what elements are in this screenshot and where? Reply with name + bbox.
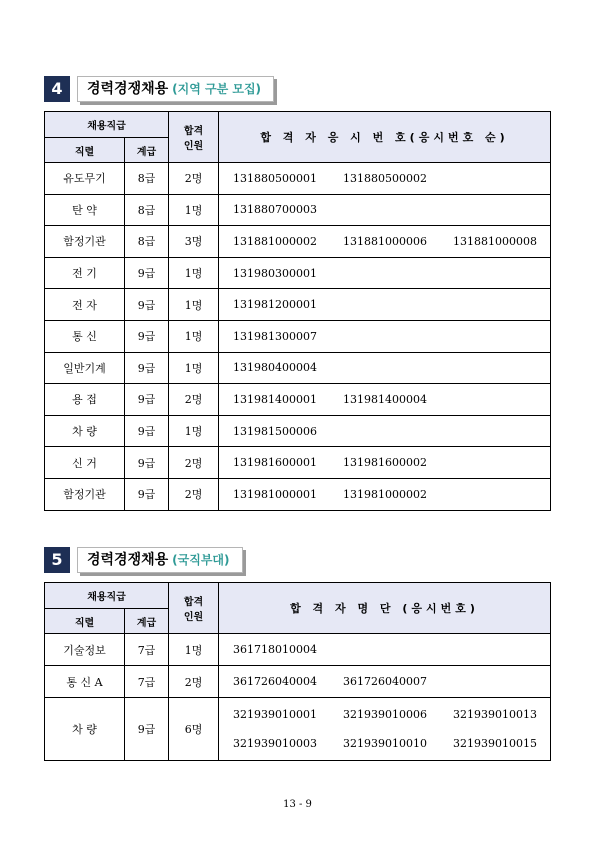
applicant-number: 131981300007 (233, 329, 317, 343)
cell-count: 2명 (169, 384, 219, 416)
number-line (233, 700, 550, 729)
section-5-number: 5 (44, 547, 70, 573)
table-row (45, 666, 551, 698)
header-count: 합격 인원 (169, 112, 219, 163)
table-row (45, 447, 551, 479)
applicant-number: 131981400004 (343, 392, 427, 406)
table-row (45, 698, 551, 761)
applicant-number: 131880500002 (343, 171, 427, 185)
applicant-number: 131881000008 (453, 234, 537, 248)
cell-grade: 8급 (125, 226, 169, 258)
cell-numbers (219, 257, 551, 289)
cell-grade: 8급 (125, 163, 169, 195)
cell-count: 1명 (169, 289, 219, 321)
cell-series: 함정기관 (45, 478, 125, 510)
cell-numbers (219, 698, 551, 761)
cell-grade: 9급 (125, 352, 169, 384)
header-list: 합 격 자 명 단 (응시번호) (219, 583, 551, 634)
header-count: 합격 인원 (169, 583, 219, 634)
section-4-table (44, 111, 551, 511)
table-row (45, 320, 551, 352)
table-row (45, 352, 551, 384)
cell-numbers (219, 289, 551, 321)
cell-grade: 7급 (125, 634, 169, 666)
applicant-number: 131881000006 (343, 234, 427, 248)
cell-series: 통 신 (45, 320, 125, 352)
table-row (45, 478, 551, 510)
number-line (233, 675, 550, 688)
cell-count: 2명 (169, 666, 219, 698)
section-4-number: 4 (44, 76, 70, 102)
cell-count: 6명 (169, 698, 219, 761)
cell-numbers (219, 384, 551, 416)
header-list: 합 격 자 응 시 번 호(응시번호 순) (219, 112, 551, 163)
cell-grade: 9급 (125, 289, 169, 321)
cell-numbers (219, 478, 551, 510)
applicant-number: 361726040004 (233, 675, 317, 688)
cell-grade: 9급 (125, 698, 169, 761)
header-series: 직렬 (45, 138, 125, 163)
cell-series: 차 량 (45, 415, 125, 447)
cell-numbers (219, 666, 551, 698)
cell-count: 2명 (169, 478, 219, 510)
cell-series: 통 신 A (45, 666, 125, 698)
applicant-number: 321939010013 (453, 708, 537, 721)
cell-series: 전 기 (45, 257, 125, 289)
cell-series: 신 거 (45, 447, 125, 479)
applicant-number: 131880700003 (233, 203, 317, 217)
cell-count: 2명 (169, 447, 219, 479)
cell-numbers (219, 163, 551, 195)
cell-grade: 9급 (125, 320, 169, 352)
cell-grade: 9급 (125, 447, 169, 479)
cell-numbers (219, 194, 551, 226)
applicant-number: 131980400004 (233, 361, 317, 375)
section-5-title-box (77, 547, 243, 573)
cell-series: 유도무기 (45, 163, 125, 195)
header-group: 채용직급 (45, 112, 169, 138)
section-4-title-box (77, 76, 274, 102)
applicant-number: 361726040007 (343, 675, 427, 688)
section-4-title: 경력경쟁채용 (87, 81, 169, 97)
cell-grade: 7급 (125, 666, 169, 698)
cell-grade: 9급 (125, 384, 169, 416)
cell-count: 1명 (169, 634, 219, 666)
applicant-number: 131981000002 (343, 487, 427, 501)
applicant-number: 131880500001 (233, 171, 317, 185)
applicant-number: 321939010003 (233, 737, 317, 750)
page-number: 13 - 9 (283, 799, 312, 810)
cell-series: 기술정보 (45, 634, 125, 666)
applicant-number: 131981600001 (233, 456, 317, 470)
cell-numbers (219, 320, 551, 352)
cell-series: 전 자 (45, 289, 125, 321)
cell-grade: 8급 (125, 194, 169, 226)
cell-series: 일반기계 (45, 352, 125, 384)
table-row (45, 634, 551, 666)
cell-series: 용 접 (45, 384, 125, 416)
header-grade: 계급 (125, 138, 169, 163)
cell-series: 탄 약 (45, 194, 125, 226)
applicant-number: 131981400001 (233, 392, 317, 406)
cell-numbers (219, 447, 551, 479)
cell-count: 1명 (169, 320, 219, 352)
cell-count: 1명 (169, 194, 219, 226)
cell-series: 차 량 (45, 698, 125, 761)
section-4-subtitle: (지역 구분 모집) (172, 82, 262, 96)
applicant-number: 131981000001 (233, 487, 317, 501)
table-row (45, 289, 551, 321)
section-5-subtitle: (국직부대) (172, 553, 230, 567)
header-group: 채용직급 (45, 583, 169, 609)
number-line (233, 729, 550, 758)
table-row (45, 257, 551, 289)
applicant-number: 131881000002 (233, 234, 317, 248)
cell-count: 2명 (169, 163, 219, 195)
header-series: 직렬 (45, 609, 125, 634)
cell-count: 3명 (169, 226, 219, 258)
table-row (45, 194, 551, 226)
cell-grade: 9급 (125, 415, 169, 447)
cell-count: 1명 (169, 257, 219, 289)
applicant-number: 131980300001 (233, 266, 317, 280)
cell-numbers (219, 415, 551, 447)
header-grade: 계급 (125, 609, 169, 634)
applicant-number: 361718010004 (233, 643, 317, 656)
applicant-number: 321939010015 (453, 737, 537, 750)
applicant-number: 321939010010 (343, 737, 427, 750)
cell-numbers (219, 352, 551, 384)
cell-numbers (219, 634, 551, 666)
applicant-number: 131981200001 (233, 298, 317, 312)
section-5-title: 경력경쟁채용 (87, 552, 169, 568)
table-row (45, 384, 551, 416)
cell-count: 1명 (169, 352, 219, 384)
applicant-number: 321939010006 (343, 708, 427, 721)
applicant-number: 131981500006 (233, 424, 317, 438)
cell-grade: 9급 (125, 257, 169, 289)
cell-count: 1명 (169, 415, 219, 447)
table-row (45, 226, 551, 258)
cell-series: 함정기관 (45, 226, 125, 258)
applicant-number: 131981600002 (343, 456, 427, 470)
applicant-number: 321939010001 (233, 708, 317, 721)
cell-numbers (219, 226, 551, 258)
section-5-table (44, 582, 551, 761)
cell-grade: 9급 (125, 478, 169, 510)
table-row (45, 415, 551, 447)
table-row (45, 163, 551, 195)
number-line (233, 643, 550, 656)
